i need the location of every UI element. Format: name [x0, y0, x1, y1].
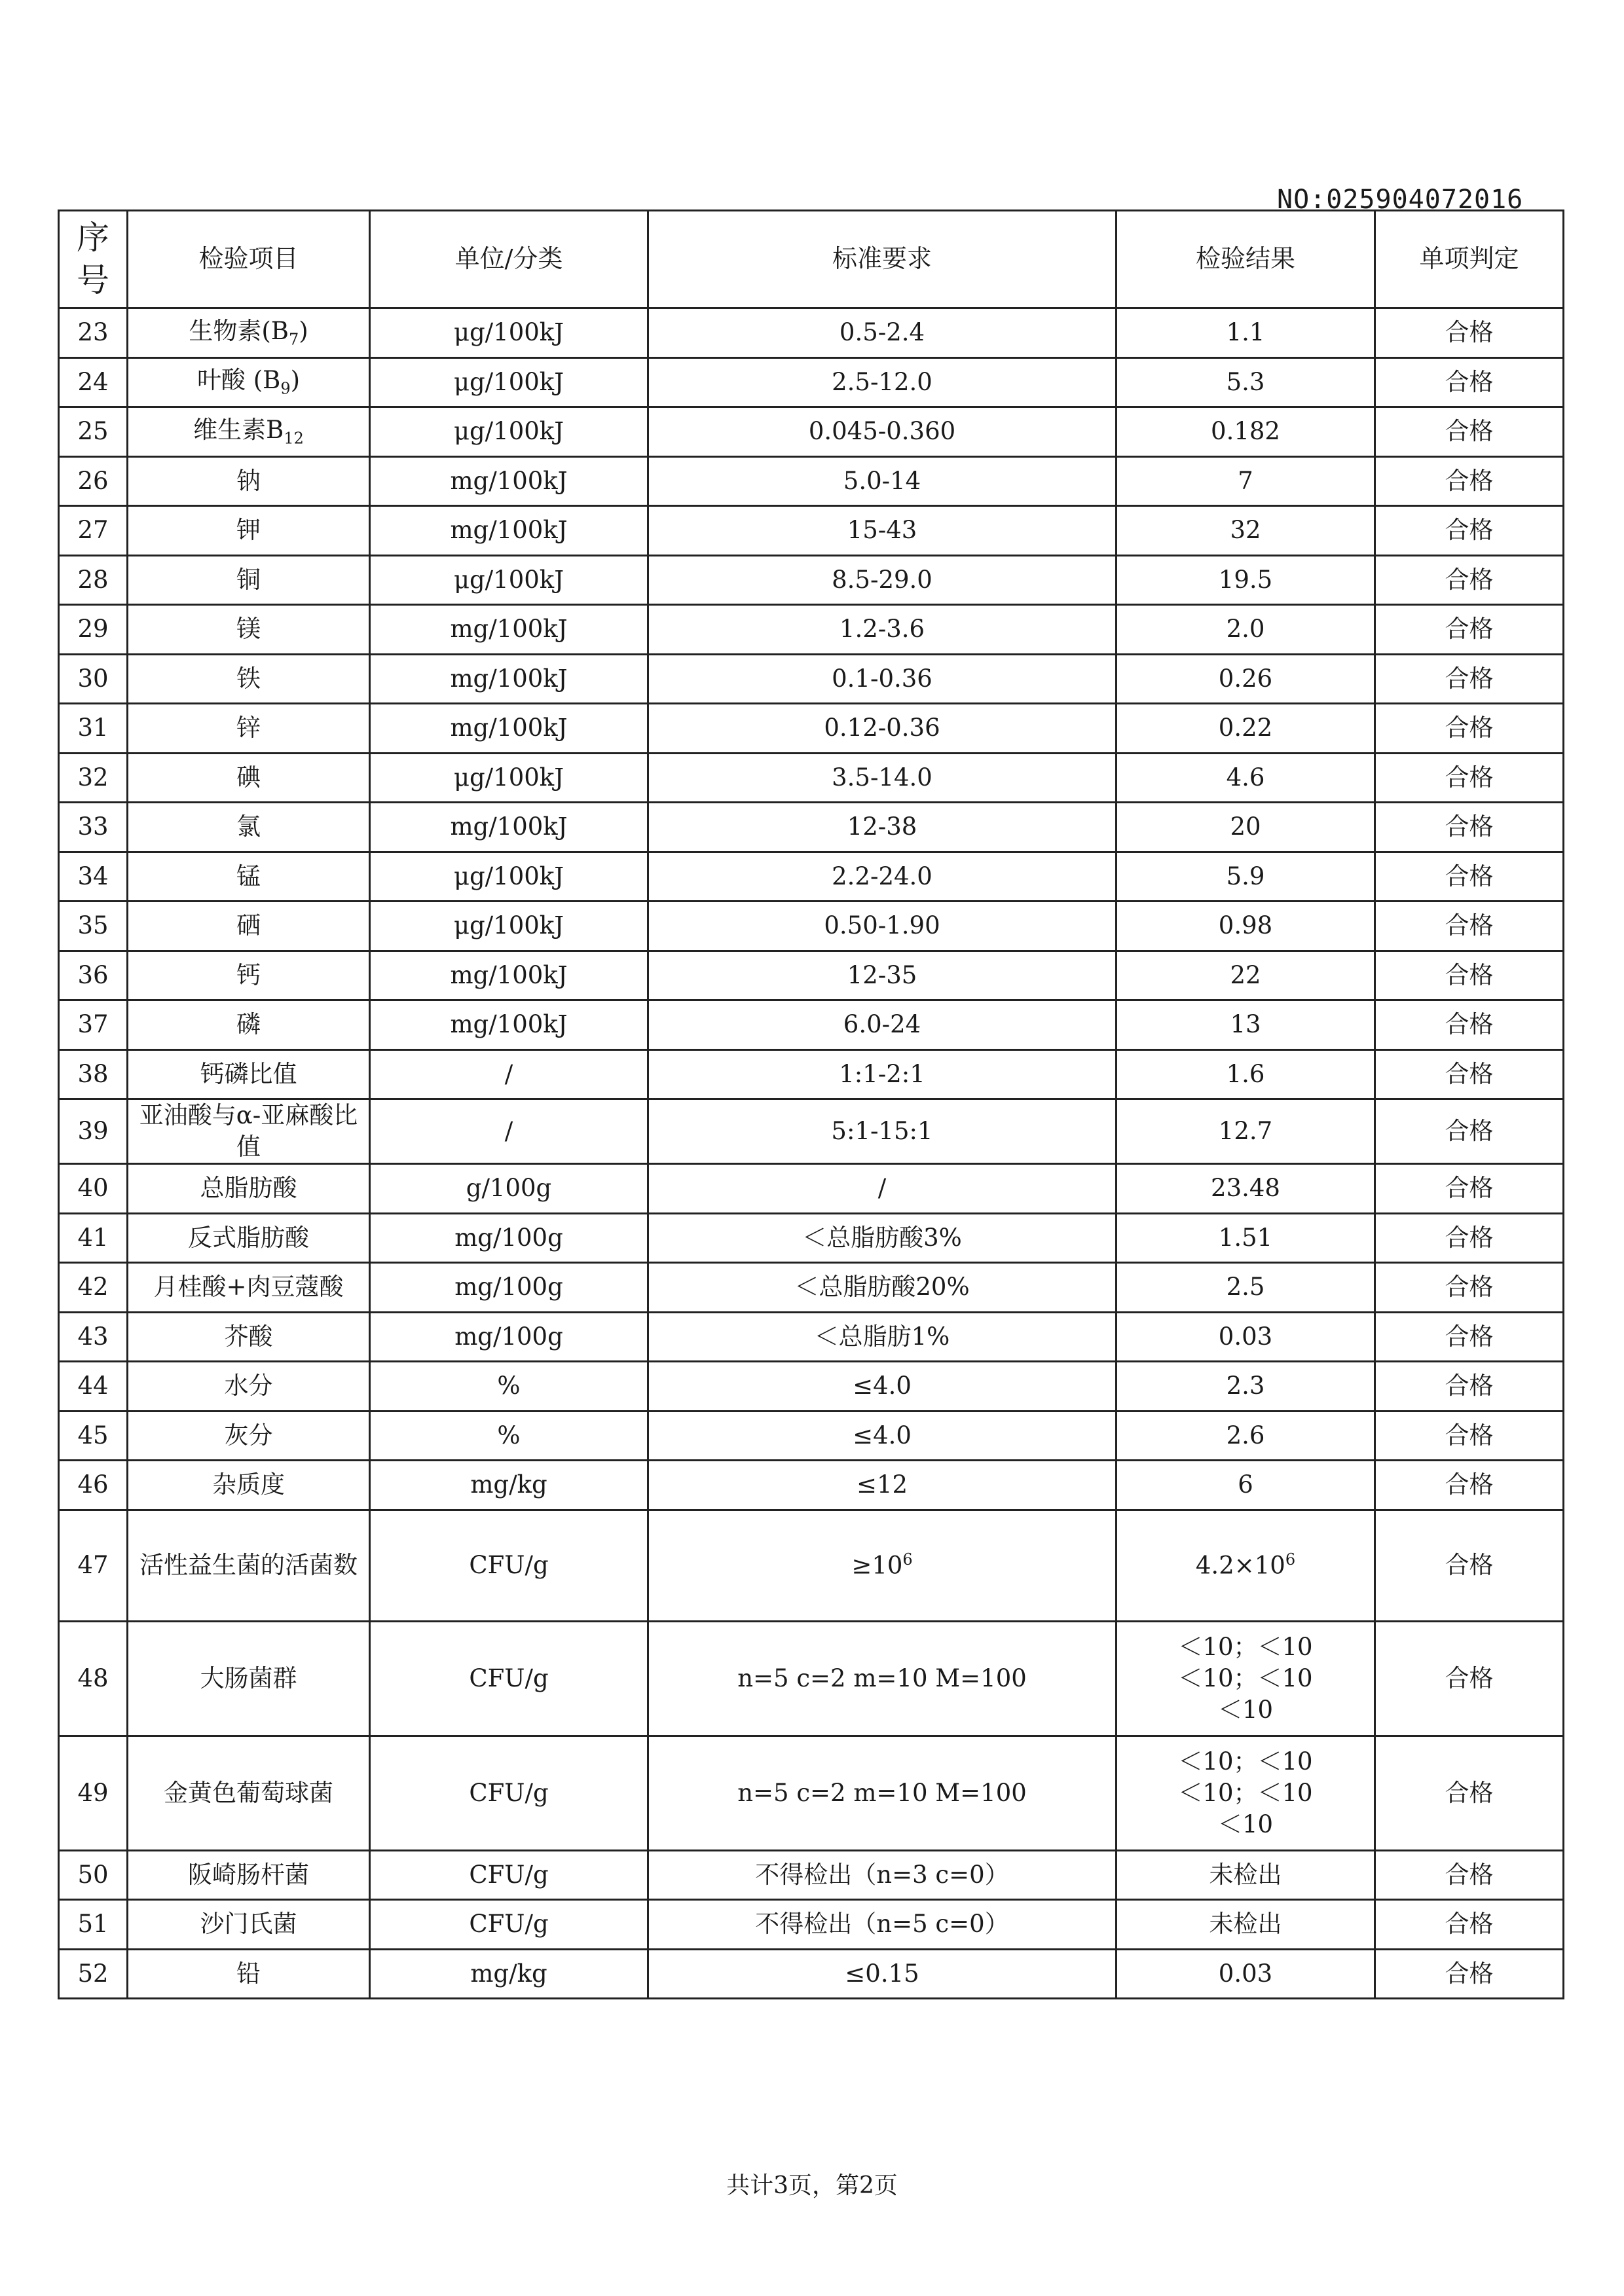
item-post: ): [299, 316, 308, 345]
row-result: 13: [1116, 1000, 1375, 1050]
row-unit: μg/100kJ: [370, 308, 648, 358]
row-standard: 0.1-0.36: [648, 654, 1116, 704]
row-unit: CFU/g: [370, 1510, 648, 1621]
row-unit: mg/100kJ: [370, 803, 648, 852]
row-result: 2.0: [1116, 605, 1375, 655]
row-item: [128, 1312, 370, 1362]
row-seq: 44: [59, 1362, 128, 1412]
row-item: [128, 951, 370, 1000]
row-result: 0.98: [1116, 902, 1375, 951]
row-seq: 47: [59, 1510, 128, 1621]
row-result: 19.5: [1116, 555, 1375, 605]
page-footer: 共计3页，第2页: [726, 2172, 898, 2199]
row-unit: μg/100kJ: [370, 852, 648, 902]
item-name: 钠: [236, 466, 261, 495]
row-seq: 33: [59, 803, 128, 852]
row-item: [128, 753, 370, 803]
row-judgement: 合格: [1375, 1510, 1564, 1621]
row-seq: 52: [59, 1949, 128, 1999]
row-result: 2.5: [1116, 1263, 1375, 1313]
row-item: [128, 1000, 370, 1050]
row-seq: 25: [59, 407, 128, 457]
row-seq: 50: [59, 1850, 128, 1900]
inspection-results-table: [58, 210, 1564, 1999]
item-name: 铁: [236, 664, 261, 693]
row-standard: ≤4.0: [648, 1411, 1116, 1461]
row-result: 2.3: [1116, 1362, 1375, 1412]
item-name: 沙门氏菌: [200, 1910, 297, 1939]
row-unit: μg/100kJ: [370, 407, 648, 457]
row-standard: 2.5-12.0: [648, 357, 1116, 407]
item-name: 总脂肪酸: [200, 1174, 297, 1203]
item-name: 氯: [236, 812, 261, 841]
row-result: 4.6: [1116, 753, 1375, 803]
row-seq: 35: [59, 902, 128, 951]
table-row: [59, 506, 1564, 556]
header-item: 检验项目: [128, 211, 370, 308]
row-seq: 42: [59, 1263, 128, 1313]
row-unit: μg/100kJ: [370, 555, 648, 605]
row-unit: mg/100kJ: [370, 605, 648, 655]
row-unit: mg/100kJ: [370, 1000, 648, 1050]
row-unit: /: [370, 1099, 648, 1164]
header-seq: 序号: [59, 211, 128, 308]
row-seq: 49: [59, 1736, 128, 1850]
row-standard: 0.045-0.360: [648, 407, 1116, 457]
row-judgement: 合格: [1375, 1949, 1564, 1999]
table-header-row: [59, 211, 1564, 308]
row-standard: 15-43: [648, 506, 1116, 556]
table-row: [59, 1411, 1564, 1461]
row-seq: 51: [59, 1900, 128, 1950]
row-seq: 38: [59, 1049, 128, 1099]
header-standard: 标准要求: [648, 211, 1116, 308]
item-pre: (B: [261, 316, 289, 345]
row-seq: 24: [59, 357, 128, 407]
row-seq: 46: [59, 1461, 128, 1510]
row-item: [128, 1099, 370, 1164]
result-line: ＜10；＜10: [1178, 1632, 1313, 1661]
table-row: [59, 1362, 1564, 1412]
result-line: ＜10: [1217, 1810, 1274, 1838]
table-row: [59, 555, 1564, 605]
row-judgement: 合格: [1375, 1263, 1564, 1313]
row-seq: 30: [59, 654, 128, 704]
item-name: 杂质度: [212, 1470, 285, 1499]
row-judgement: 合格: [1375, 753, 1564, 803]
row-standard: 1.2-3.6: [648, 605, 1116, 655]
row-item: [128, 1510, 370, 1621]
row-unit: mg/kg: [370, 1949, 648, 1999]
row-unit: CFU/g: [370, 1736, 648, 1850]
row-judgement: 合格: [1375, 308, 1564, 358]
header-result: 检验结果: [1116, 211, 1375, 308]
row-unit: CFU/g: [370, 1621, 648, 1736]
row-judgement: 合格: [1375, 456, 1564, 506]
table-row: [59, 605, 1564, 655]
row-result: 7: [1116, 456, 1375, 506]
row-judgement: 合格: [1375, 357, 1564, 407]
row-standard: /: [648, 1164, 1116, 1214]
row-standard: 不得检出（n=5 c=0）: [648, 1900, 1116, 1950]
table-row: [59, 1949, 1564, 1999]
row-judgement: 合格: [1375, 506, 1564, 556]
row-unit: mg/100g: [370, 1213, 648, 1263]
table-row: [59, 902, 1564, 951]
row-standard: n=5 c=2 m=10 M=100: [648, 1621, 1116, 1736]
row-standard: n=5 c=2 m=10 M=100: [648, 1736, 1116, 1850]
table-row: [59, 1164, 1564, 1214]
item-name: 镁: [236, 615, 261, 644]
row-standard: ＜总脂肪1%: [648, 1312, 1116, 1362]
row-item: [128, 1949, 370, 1999]
row-unit: mg/100kJ: [370, 456, 648, 506]
table-row: [59, 1000, 1564, 1050]
row-result: 5.3: [1116, 357, 1375, 407]
row-seq: 36: [59, 951, 128, 1000]
row-standard: 12-35: [648, 951, 1116, 1000]
row-item: [128, 506, 370, 556]
table-row: [59, 654, 1564, 704]
row-unit: μg/100kJ: [370, 902, 648, 951]
row-judgement: 合格: [1375, 407, 1564, 457]
row-judgement: 合格: [1375, 1213, 1564, 1263]
row-result: 5.9: [1116, 852, 1375, 902]
row-result: 0.26: [1116, 654, 1375, 704]
row-standard: 1:1-2:1: [648, 1049, 1116, 1099]
row-judgement: 合格: [1375, 1736, 1564, 1850]
item-name: 叶酸: [196, 366, 246, 395]
row-item: [128, 1736, 370, 1850]
row-seq: 31: [59, 704, 128, 754]
row-seq: 23: [59, 308, 128, 358]
row-item: [128, 357, 370, 407]
std-superscript: 6: [902, 1550, 913, 1569]
table-row: [59, 852, 1564, 902]
row-judgement: 合格: [1375, 1621, 1564, 1736]
row-unit: μg/100kJ: [370, 357, 648, 407]
row-standard: 6.0-24: [648, 1000, 1116, 1050]
row-result: 1.6: [1116, 1049, 1375, 1099]
row-item: [128, 1900, 370, 1950]
table-row: [59, 1263, 1564, 1313]
row-judgement: 合格: [1375, 654, 1564, 704]
row-item: [128, 456, 370, 506]
row-unit: g/100g: [370, 1164, 648, 1214]
item-name: 水分: [224, 1372, 273, 1400]
item-name: 反式脂肪酸: [188, 1223, 309, 1252]
row-judgement: 合格: [1375, 1312, 1564, 1362]
row-judgement: 合格: [1375, 605, 1564, 655]
item-name: 月桂酸+肉豆蔻酸: [153, 1273, 344, 1302]
row-judgement: 合格: [1375, 1000, 1564, 1050]
table-row: [59, 1736, 1564, 1850]
row-result: 未检出: [1116, 1850, 1375, 1900]
report-number: NO:025904072016: [1277, 185, 1524, 215]
item-pre: B: [266, 415, 284, 444]
table-row: [59, 803, 1564, 852]
row-unit: μg/100kJ: [370, 753, 648, 803]
row-seq: 45: [59, 1411, 128, 1461]
table-row: [59, 1099, 1564, 1164]
row-judgement: 合格: [1375, 1411, 1564, 1461]
header-judgement: 单项判定: [1375, 211, 1564, 308]
row-unit: /: [370, 1049, 648, 1099]
row-judgement: 合格: [1375, 1099, 1564, 1164]
row-item: [128, 704, 370, 754]
result-line: ＜10；＜10: [1178, 1778, 1313, 1807]
row-item: [128, 902, 370, 951]
item-name: 芥酸: [224, 1322, 273, 1351]
row-judgement: 合格: [1375, 1900, 1564, 1950]
row-result: 6: [1116, 1461, 1375, 1510]
row-seq: 26: [59, 456, 128, 506]
row-item: [128, 1049, 370, 1099]
row-item: [128, 1850, 370, 1900]
row-unit: mg/100kJ: [370, 704, 648, 754]
row-seq: 48: [59, 1621, 128, 1736]
row-item: [128, 1461, 370, 1510]
item-name: 硒: [236, 911, 261, 940]
row-item: [128, 1362, 370, 1412]
row-judgement: 合格: [1375, 951, 1564, 1000]
row-standard: ＜总脂肪酸3%: [648, 1213, 1116, 1263]
item-pre: (B: [245, 366, 281, 395]
row-standard: 12-38: [648, 803, 1116, 852]
row-unit: %: [370, 1362, 648, 1412]
item-subscript: 9: [280, 379, 291, 398]
row-result: 20: [1116, 803, 1375, 852]
item-name: 维生素: [193, 415, 267, 444]
row-seq: 27: [59, 506, 128, 556]
item-name: 大肠菌群: [200, 1664, 297, 1692]
table-row: [59, 1850, 1564, 1900]
item-name: 铜: [236, 565, 261, 594]
table-row: [59, 456, 1564, 506]
table-row: [59, 407, 1564, 457]
row-result: 12.7: [1116, 1099, 1375, 1164]
row-standard: ＜总脂肪酸20%: [648, 1263, 1116, 1313]
row-standard: ≤12: [648, 1461, 1116, 1510]
row-seq: 37: [59, 1000, 128, 1050]
item-name: 灰分: [224, 1421, 273, 1449]
table-row: [59, 1312, 1564, 1362]
item-name: 锰: [236, 862, 261, 890]
item-name: 阪崎肠杆菌: [188, 1860, 309, 1889]
row-item: [128, 852, 370, 902]
row-unit: mg/100kJ: [370, 654, 648, 704]
row-seq: 40: [59, 1164, 128, 1214]
table-row: [59, 704, 1564, 754]
row-standard: 5:1-15:1: [648, 1099, 1116, 1164]
row-standard: 8.5-29.0: [648, 555, 1116, 605]
table-row: [59, 951, 1564, 1000]
row-item: [128, 1213, 370, 1263]
row-standard: $\ge 10^6$: [648, 1510, 1116, 1621]
item-name: 磷: [236, 1010, 261, 1039]
row-unit: mg/100g: [370, 1263, 648, 1313]
row-result: 0.182: [1116, 407, 1375, 457]
table-row: [59, 1049, 1564, 1099]
item-name: 碘: [236, 763, 261, 792]
row-standard: ≤4.0: [648, 1362, 1116, 1412]
row-unit: mg/kg: [370, 1461, 648, 1510]
row-judgement: 合格: [1375, 1049, 1564, 1099]
item-subscript: 12: [284, 429, 304, 448]
item-name: 锌: [236, 714, 261, 742]
row-judgement: 合格: [1375, 1850, 1564, 1900]
item-subscript: 7: [288, 330, 299, 349]
row-unit: mg/100g: [370, 1312, 648, 1362]
row-item: [128, 1411, 370, 1461]
item-name: 亚油酸与α-亚麻酸比值: [139, 1101, 358, 1161]
row-unit: CFU/g: [370, 1850, 648, 1900]
row-seq: 41: [59, 1213, 128, 1263]
row-item: [128, 308, 370, 358]
table-row: [59, 753, 1564, 803]
row-seq: 34: [59, 852, 128, 902]
row-judgement: 合格: [1375, 803, 1564, 852]
result-superscript: 6: [1285, 1550, 1296, 1569]
table-row: [59, 1621, 1564, 1736]
row-result: 1.51: [1116, 1213, 1375, 1263]
result-line: ＜10；＜10: [1178, 1664, 1313, 1692]
item-name: 铅: [236, 1959, 261, 1988]
result-line: ＜10: [1217, 1695, 1274, 1724]
row-standard: 5.0-14: [648, 456, 1116, 506]
row-judgement: 合格: [1375, 902, 1564, 951]
item-name: 活性益生菌的活菌数: [139, 1551, 358, 1580]
item-name: 金黄色葡萄球菌: [164, 1778, 333, 1807]
row-item: [128, 1621, 370, 1736]
row-standard: 0.50-1.90: [648, 902, 1116, 951]
item-name: 钙: [236, 960, 261, 989]
table-row: [59, 1510, 1564, 1621]
result-line: ＜10；＜10: [1178, 1747, 1313, 1776]
row-result: 2.6: [1116, 1411, 1375, 1461]
row-standard: 不得检出（n=3 c=0）: [648, 1850, 1116, 1900]
item-post: ): [290, 366, 301, 395]
row-standard: 0.12-0.36: [648, 704, 1116, 754]
row-item: [128, 555, 370, 605]
row-standard: 3.5-14.0: [648, 753, 1116, 803]
row-standard: ≤0.15: [648, 1949, 1116, 1999]
row-result: 未检出: [1116, 1900, 1375, 1950]
table-row: [59, 357, 1564, 407]
row-judgement: 合格: [1375, 852, 1564, 902]
table-row: [59, 1461, 1564, 1510]
row-result: 0.03: [1116, 1312, 1375, 1362]
row-item: [128, 1263, 370, 1313]
row-result: 32: [1116, 506, 1375, 556]
row-seq: 39: [59, 1099, 128, 1164]
row-result: 1.1: [1116, 308, 1375, 358]
row-result: 0.03: [1116, 1949, 1375, 1999]
row-judgement: 合格: [1375, 555, 1564, 605]
row-item: [128, 407, 370, 457]
item-name: 钙磷比值: [200, 1059, 297, 1088]
row-unit: CFU/g: [370, 1900, 648, 1950]
row-result: [1116, 1621, 1375, 1736]
row-seq: 32: [59, 753, 128, 803]
row-item: [128, 803, 370, 852]
row-judgement: 合格: [1375, 1362, 1564, 1412]
row-seq: 28: [59, 555, 128, 605]
row-judgement: 合格: [1375, 1461, 1564, 1510]
row-standard: 0.5-2.4: [648, 308, 1116, 358]
table-row: [59, 1900, 1564, 1950]
table-row: [59, 308, 1564, 358]
table-row: [59, 1213, 1564, 1263]
item-name: 钾: [236, 516, 261, 545]
row-result: 22: [1116, 951, 1375, 1000]
row-item: [128, 654, 370, 704]
row-result: $4.2\times 10^6$: [1116, 1510, 1375, 1621]
row-judgement: 合格: [1375, 704, 1564, 754]
row-unit: mg/100kJ: [370, 951, 648, 1000]
row-seq: 43: [59, 1312, 128, 1362]
header-unit: 单位/分类: [370, 211, 648, 308]
row-judgement: 合格: [1375, 1164, 1564, 1214]
item-name: 生物素: [189, 316, 262, 345]
row-seq: 29: [59, 605, 128, 655]
row-unit: %: [370, 1411, 648, 1461]
row-result: 0.22: [1116, 704, 1375, 754]
row-result: 23.48: [1116, 1164, 1375, 1214]
row-result: [1116, 1736, 1375, 1850]
row-item: [128, 1164, 370, 1214]
row-item: [128, 605, 370, 655]
row-unit: mg/100kJ: [370, 506, 648, 556]
row-standard: 2.2-24.0: [648, 852, 1116, 902]
